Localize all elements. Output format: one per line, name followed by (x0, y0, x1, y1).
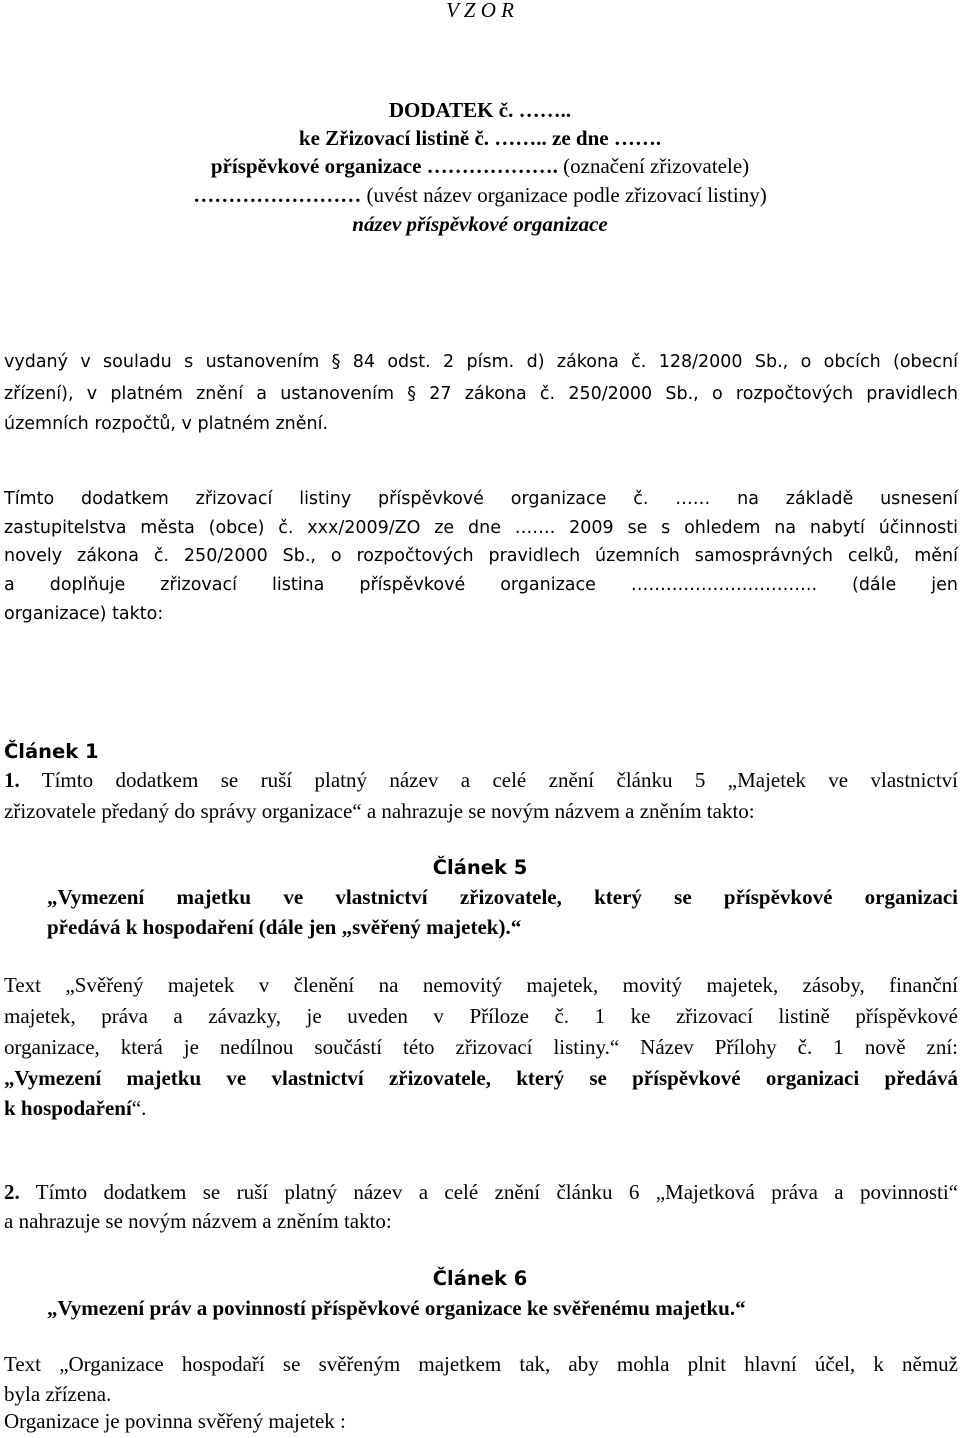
clanek-1-heading: Článek 1 (4, 740, 99, 763)
clanek-6-heading: Článek 6 (432, 1267, 528, 1290)
body-line-5: organizace) takto: (4, 604, 164, 624)
dodatek-title: DODATEK č. …….. (388, 98, 572, 122)
point-1-number: 1. (4, 768, 20, 792)
intro-line-2: zřízení), v platném znění a ustanovením § 27 zákona č. 250/2000 Sb., o rozpočtových pravidlech (4, 384, 958, 404)
po-line (0, 154, 960, 179)
k-hospodareni: k hospodaření (4, 1096, 132, 1120)
intro-line-3: územních rozpočtů, v platném znění. (4, 414, 329, 434)
zrizovatel-note: (označení zřizovatele) (557, 154, 750, 178)
clanek-5-text-3: organizace, která je nedílnou součástí této zřizovací listiny.“ Název Přílohy č. 1 nově zní: (4, 1035, 958, 1059)
body-line-3: novely zákona č. 250/2000 Sb., o rozpočtových pravidlech územních samosprávných celků, mění (4, 546, 958, 566)
body-line-1: Tímto dodatkem zřizovací listiny příspěvkové organizace č. …… na základě usnesení (4, 489, 958, 509)
point-2-line-1 (4, 1180, 958, 1205)
zrizovaci-listina-line: ke Zřizovací listině č. …….. ze dne ……. (298, 126, 662, 150)
clanek-5-heading: Článek 5 (432, 856, 528, 879)
org-name-note: (uvést název organizace podle zřizovací listiny) (361, 183, 767, 207)
point-2-text: Tímto dodatkem se ruší platný název a celé znění článku 6 „Majetková práva a povinnosti“ (19, 1180, 958, 1204)
quote-close: “. (131, 1096, 147, 1120)
clanek-5-text-5 (4, 1096, 146, 1121)
clanek-5-title-1: „Vymezení majetku ve vlastnictví zřizovatele, který se příspěvkové organizaci (47, 885, 958, 909)
po-name: název příspěvkové organizace (352, 212, 608, 236)
clanek-6-title: „Vymezení práv a povinností příspěvkové organizace ke svěřenému majetku.“ (47, 1296, 746, 1320)
clanek-5-title-2: předává k hospodaření (dále jen „svěřený majetek).“ (47, 915, 522, 939)
org-name-line (0, 183, 960, 208)
body-line-4: a doplňuje zřizovací listina příspěvkové organizace ………………………….. (dále jen (4, 575, 958, 595)
clanek-6-text-2: byla zřízena. (4, 1382, 112, 1406)
body-line-2: zastupitelstva města (obce) č. xxx/2009/ZO ze dne ……. 2009 se s ohledem na nabytí účinnosti (4, 518, 958, 538)
clanek-6-text-1: Text „Organizace hospodaří se svěřeným majetkem tak, aby mohla plnit hlavní účel, k němuž (4, 1352, 958, 1376)
clanek-1-line-2: zřizovatele předaný do správy organizace“ a nahrazuje se novým názvem a zněním takto: (4, 799, 755, 823)
point-2-number: 2. (4, 1180, 20, 1204)
clanek-5-text-4: „Vymezení majetku ve vlastnictví zřizovatele, který se příspěvkové organizaci předává (4, 1066, 958, 1090)
org-dots: …………………… (193, 183, 362, 207)
intro-line-1: vydaný v souladu s ustanovením § 84 odst. 2 písm. d) zákona č. 128/2000 Sb., o obcích (obecní (4, 352, 958, 372)
clanek-5-text-1: Text „Svěřený majetek v členění na nemovitý majetek, movitý majetek, zásoby, finanční (4, 973, 958, 997)
point-2-line-2: a nahrazuje se novým názvem a zněním takto: (4, 1209, 392, 1233)
vzor-title: V Z O R (446, 0, 514, 22)
clanek-1-line-1 (4, 768, 958, 793)
po-label: příspěvkové organizace ………………. (210, 154, 558, 178)
point-1-text: Tímto dodatkem se ruší platný název a celé znění článku 5 „Majetek ve vlastnictví (19, 768, 958, 792)
clanek-6-text-3: Organizace je povinna svěřený majetek : (4, 1409, 346, 1433)
clanek-5-text-2: majetek, práva a závazky, je uveden v Příloze č. 1 ke zřizovací listině příspěvkové (4, 1004, 958, 1028)
